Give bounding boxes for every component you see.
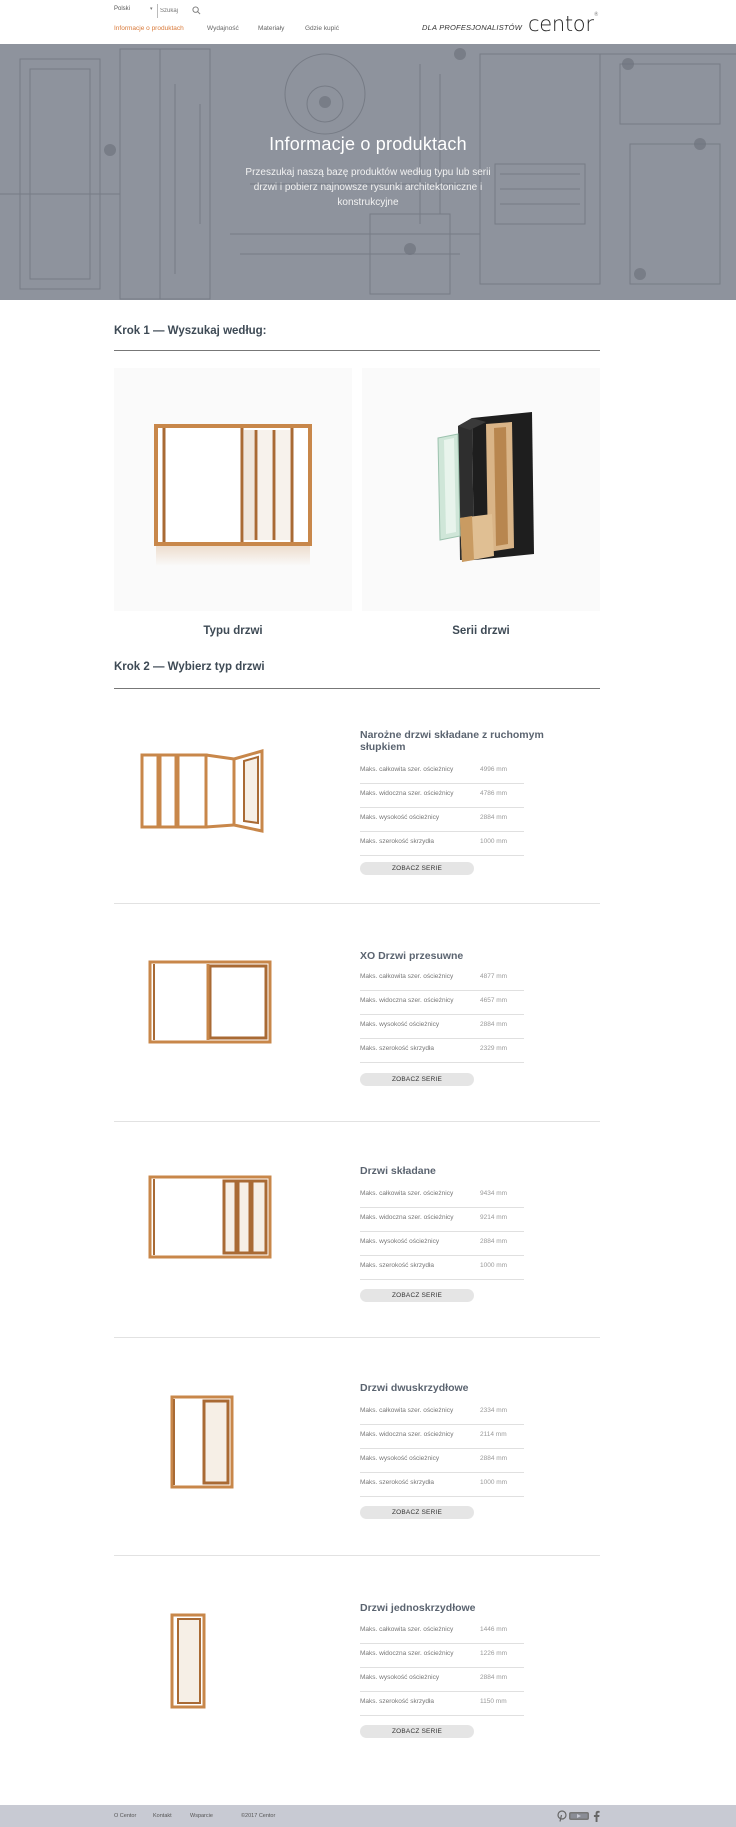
spec-label: Maks. szerokość skrzydła bbox=[360, 838, 435, 845]
spec-value: 4657 mm bbox=[480, 997, 508, 1004]
registered-mark: ® bbox=[593, 12, 599, 18]
search-icon[interactable] bbox=[192, 6, 201, 15]
search-by-type-label[interactable]: Typu drzwi bbox=[203, 625, 263, 637]
youtube-icon[interactable] bbox=[569, 1810, 589, 1822]
spec-label: Maks. wysokość ościeżnicy bbox=[360, 1238, 440, 1245]
spec-label: Maks. wysokość ościeżnicy bbox=[360, 814, 440, 821]
spec-label: Maks. wysokość ościeżnicy bbox=[360, 1021, 440, 1028]
spec-label: Maks. szerokość skrzydła bbox=[360, 1479, 435, 1486]
spec-row bbox=[360, 1039, 524, 1063]
product-name: Drzwi jednoskrzydłowe bbox=[360, 1602, 476, 1614]
spec-row bbox=[360, 1473, 524, 1497]
product-image bbox=[134, 950, 284, 1060]
spec-label: Maks. szerokość skrzydła bbox=[360, 1045, 435, 1052]
spec-label: Maks. szerokość skrzydła bbox=[360, 1262, 435, 1269]
product-image bbox=[134, 1389, 284, 1499]
spec-row bbox=[360, 967, 524, 991]
nav-materials[interactable]: Materiały bbox=[258, 25, 285, 32]
spec-row bbox=[360, 991, 524, 1015]
site-footer bbox=[0, 1805, 736, 1827]
spec-label: Maks. widoczna szer. ościeżnicy bbox=[360, 1650, 454, 1657]
spec-row bbox=[360, 1184, 524, 1208]
spec-row bbox=[360, 1644, 524, 1668]
product-divider bbox=[114, 903, 600, 904]
spec-row bbox=[360, 808, 524, 832]
step2-title: Krok 2 — Wybierz typ drzwi bbox=[114, 661, 265, 673]
spec-row bbox=[360, 1232, 524, 1256]
step1-divider bbox=[114, 350, 600, 351]
product-divider bbox=[114, 1337, 600, 1338]
footer-link-contact[interactable]: Kontakt bbox=[153, 1813, 172, 1819]
spec-row bbox=[360, 1256, 524, 1280]
spec-label: Maks. wysokość ościeżnicy bbox=[360, 1455, 440, 1462]
search-by-series-label[interactable]: Serii drzwi bbox=[452, 625, 510, 637]
product-image bbox=[134, 1609, 284, 1719]
spec-label: Maks. całkowita szer. ościeżnicy bbox=[360, 1626, 454, 1633]
step1-title: Krok 1 — Wyszukaj według: bbox=[114, 325, 267, 337]
spec-row bbox=[360, 1015, 524, 1039]
spec-row bbox=[360, 784, 524, 808]
product-name: XO Drzwi przesuwne bbox=[360, 950, 464, 962]
spec-value: 2884 mm bbox=[480, 1674, 508, 1681]
spec-value: 1446 mm bbox=[480, 1626, 508, 1633]
hero-subtitle: Przeszukaj naszą bazę produktów według typu lub serii drzwi i pobierz najnowsze rysunki architektoniczne i konstrukcyjne bbox=[245, 167, 491, 208]
spec-row bbox=[360, 1449, 524, 1473]
professionals-link[interactable]: DLA PROFESJONALISTÓW bbox=[422, 23, 522, 32]
spec-value: 1226 mm bbox=[480, 1650, 508, 1657]
spec-value: 2884 mm bbox=[480, 1238, 508, 1245]
product-name: Drzwi dwuskrzydłowe bbox=[360, 1382, 469, 1394]
search-input[interactable] bbox=[160, 4, 190, 17]
spec-label: Maks. widoczna szer. ościeżnicy bbox=[360, 790, 454, 797]
spec-row bbox=[360, 1692, 524, 1716]
facebook-icon[interactable] bbox=[593, 1810, 600, 1822]
spec-value: 1000 mm bbox=[480, 1479, 508, 1486]
spec-label: Maks. widoczna szer. ościeżnicy bbox=[360, 1214, 454, 1221]
product-image bbox=[134, 735, 284, 845]
site-header bbox=[0, 0, 736, 44]
footer-link-support[interactable]: Wsparcie bbox=[190, 1813, 213, 1819]
spec-label: Maks. widoczna szer. ościeżnicy bbox=[360, 997, 454, 1004]
see-series-button[interactable]: ZOBACZ SERIE bbox=[360, 1073, 474, 1086]
spec-row bbox=[360, 1425, 524, 1449]
spec-label: Maks. szerokość skrzydła bbox=[360, 1698, 435, 1705]
search-by-type-tile[interactable] bbox=[114, 368, 352, 611]
spec-value: 1000 mm bbox=[480, 1262, 508, 1269]
spec-value: 2334 mm bbox=[480, 1407, 508, 1414]
door-type-image bbox=[114, 368, 352, 611]
step2-divider bbox=[114, 688, 600, 689]
spec-label: Maks. całkowita szer. ościeżnicy bbox=[360, 1407, 454, 1414]
spec-value: 1150 mm bbox=[480, 1698, 507, 1705]
spec-value: 4996 mm bbox=[480, 766, 508, 773]
see-series-button[interactable]: ZOBACZ SERIE bbox=[360, 1725, 474, 1738]
spec-value: 4877 mm bbox=[480, 973, 508, 980]
spec-label: Maks. całkowita szer. ościeżnicy bbox=[360, 1190, 454, 1197]
footer-link-about[interactable]: O Centor bbox=[114, 1813, 137, 1819]
see-series-button[interactable]: ZOBACZ SERIE bbox=[360, 1506, 474, 1519]
door-series-image bbox=[362, 368, 600, 611]
spec-value: 9434 mm bbox=[480, 1190, 508, 1197]
spec-value: 2884 mm bbox=[480, 814, 508, 821]
spec-row bbox=[360, 1668, 524, 1692]
hero-title: Informacje o produktach bbox=[269, 134, 467, 154]
nav-where-to-buy[interactable]: Gdzie kupić bbox=[305, 25, 339, 32]
spec-value: 2884 mm bbox=[480, 1021, 508, 1028]
spec-value: 2329 mm bbox=[480, 1045, 508, 1052]
hero-banner bbox=[0, 44, 736, 300]
chevron-down-icon[interactable]: ▾ bbox=[150, 6, 153, 12]
nav-product-info[interactable]: Informacje o produktach bbox=[114, 25, 184, 32]
nav-performance[interactable]: Wydajność bbox=[207, 25, 239, 32]
product-name: Drzwi składane bbox=[360, 1165, 436, 1177]
spec-row bbox=[360, 832, 524, 856]
spec-value: 2884 mm bbox=[480, 1455, 508, 1462]
product-divider bbox=[114, 1121, 600, 1122]
copyright: ©2017 Centor bbox=[241, 1813, 276, 1819]
spec-value: 2114 mm bbox=[480, 1431, 507, 1438]
product-image bbox=[134, 1165, 284, 1275]
spec-value: 1000 mm bbox=[480, 838, 508, 845]
spec-value: 9214 mm bbox=[480, 1214, 508, 1221]
header-divider bbox=[157, 4, 158, 18]
language-selector[interactable]: Polski bbox=[114, 6, 131, 12]
spec-label: Maks. całkowita szer. ościeżnicy bbox=[360, 973, 454, 980]
logo-text: centor bbox=[528, 12, 594, 36]
spec-value: 4786 mm bbox=[480, 790, 508, 797]
centor-logo[interactable] bbox=[528, 12, 598, 36]
product-name: Narożne drzwi składane z ruchomym słupkiem bbox=[360, 729, 544, 753]
search-by-series-tile[interactable] bbox=[362, 368, 600, 611]
see-series-button[interactable]: ZOBACZ SERIE bbox=[360, 862, 474, 875]
pinterest-icon[interactable] bbox=[557, 1810, 567, 1822]
spec-label: Maks. widoczna szer. ościeżnicy bbox=[360, 1431, 454, 1438]
see-series-button[interactable]: ZOBACZ SERIE bbox=[360, 1289, 474, 1302]
spec-label: Maks. całkowita szer. ościeżnicy bbox=[360, 766, 454, 773]
spec-label: Maks. wysokość ościeżnicy bbox=[360, 1674, 440, 1681]
spec-row bbox=[360, 1620, 524, 1644]
spec-row bbox=[360, 1401, 524, 1425]
spec-row bbox=[360, 760, 524, 784]
spec-row bbox=[360, 1208, 524, 1232]
product-divider bbox=[114, 1555, 600, 1556]
